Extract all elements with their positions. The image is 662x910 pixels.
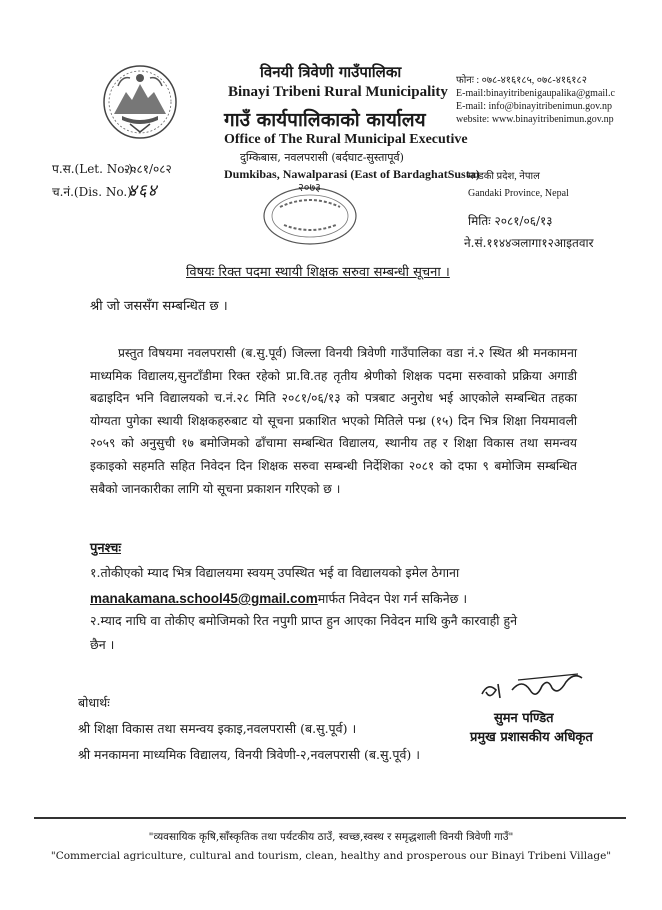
- date-line: मितिः २०८१/०६/१३: [468, 214, 553, 228]
- notice-body: प्रस्तुत विषयमा नवलपरासी (ब.सु.पूर्व) जिल्ला विनयी त्रिवेणी गाउँपालिका वडा नं.२ स्थित श्री मनकामना माध्यमिक विद्यालय,सुनटाँडीमा रिक्त रहेको प्रा.वि.तह तृतीय श्रेणीको शिक्षक पदमा सरुवाको प्रक्रिया अगाडी बढाइदिन भनि विद्यालयको च.नं.२८ मिति २०८१/०६/१३ को पत्रबाट अनुरोध भई आएकोले सम्बन्धित तहका योग्यता पुगेका स्थायी शिक्षकहरुबाट यो सूचना प्रकाशित भएको मितिले पन्ध्र (१५) दिन भित्र शिक्षा नियमावली २०५९ को अनुसुची १७ बमोजिमको ढाँचामा सम्बन्धित विद्यालय, स्थानीय तह र शिक्षा विकास तथा समन्वय इकाइको सहमति सहित निवेदन दिन शिक्षक सरुवा सम्बन्धी निर्देशिका २०८१ को दफा ९ बमोजिम सम्बन्धित सबैको जानकारीका लागि यो सूचना प्रकाशन गरिएको छ ।: [90, 346, 577, 496]
- cc-label: बोधार्थः: [78, 695, 110, 710]
- province-en: Gandaki Province, Nepal: [468, 188, 569, 199]
- address-np: दुम्किबास, नवलपरासी (बर्दघाट-सुस्तापूर्व): [240, 151, 404, 164]
- signatory-name: सुमन पण्डित: [494, 711, 554, 726]
- contact-block: [456, 74, 615, 126]
- dispatch-number-label: च.नं.(Dis. No.):: [52, 185, 136, 199]
- email-secondary: E-mail: info@binayitribenimun.gov.np: [456, 101, 613, 112]
- letter-number-value: २०८१/०८२: [124, 162, 172, 176]
- point-1-suffix: मार्फत निवेदन पेश गर्न सकिनेछ ।: [317, 591, 468, 606]
- salutation: श्री जो जससँग सम्बन्धित छ ।: [90, 299, 228, 314]
- municipality-name-en: Binayi Tribeni Rural Municipality: [228, 84, 448, 100]
- address-en: Dumkibas, Nawalparasi (East of BardaghatSusta): [224, 167, 480, 181]
- email-primary: E-mail:binayitribenigaupalika@gmail.c: [456, 88, 615, 99]
- point-1-line1: १.तोकीएको म्याद भित्र विद्यालयमा स्वयम् उपस्थित भई वा विद्यालयको इमेल ठेगाना: [90, 565, 460, 580]
- footer-slogan-np: "व्यवसायिक कृषि,साँस्कृतिक तथा पर्यटकीय ठाउँ, स्वच्छ,स्वस्थ र समृद्धशाली विनयी त्रिवेणी गाउँ": [148, 831, 514, 843]
- footer-slogan-en: "Commercial agriculture, cultural and tourism, clean, healthy and prosperous our Binayi Tribeni Village": [50, 850, 612, 862]
- letter-number-label: प.स.(Let. No.):: [52, 162, 137, 176]
- point-2-line1: २.म्याद नाघि वा तोकीए बमोजिमको रित नपुगी प्राप्त हुन आएका निवेदन माथि कुनै कारवाही हुने: [90, 613, 518, 628]
- footer-divider: [34, 817, 626, 819]
- register-line: ने.सं.११४४ञलागा१२आइतवार: [464, 236, 594, 250]
- letter-number: [52, 160, 172, 177]
- postscript-label: पुनश्चः: [90, 541, 122, 556]
- stamp-year: २०७३: [298, 181, 321, 194]
- phone-number: फोनः : ०७८-४१६१८५, ०७८-४१६१८२: [456, 75, 587, 86]
- province-np: गण्डकी प्रदेश, नेपाल: [468, 171, 540, 182]
- handwritten-signature: [478, 660, 588, 710]
- municipality-name-np: विनयी त्रिवेणी गाउँपालिका: [260, 63, 402, 81]
- office-name-en: Office of The Rural Municipal Executive: [224, 132, 468, 147]
- province-block: [468, 168, 569, 202]
- school-email: manakamana.school45@gmail.com: [90, 591, 318, 606]
- subject-line: विषयः रिक्त पदमा स्थायी शिक्षक सरुवा सम्बन्धी सूचना ।: [186, 265, 450, 280]
- signatory-title: प्रमुख प्रशासकीय अधिकृत: [470, 730, 593, 745]
- office-name-np: गाउँ कार्यपालिकाको कार्यालय: [224, 109, 426, 131]
- nepal-emblem-logo: [100, 62, 180, 142]
- cc-recipient-1: श्री शिक्षा विकास तथा समन्वय इकाइ,नवलपरासी (ब.सु.पूर्व) ।: [78, 721, 357, 736]
- dispatch-number-value: ४६४: [128, 181, 158, 201]
- point-2-line2: छैन ।: [90, 637, 115, 652]
- point-1-line2: [90, 590, 590, 607]
- dispatch-number: [52, 178, 158, 201]
- cc-recipient-2: श्री मनकामना माध्यमिक विद्यालय, विनयी त्रिवेणी-२,नवलपरासी (ब.सु.पूर्व) ।: [78, 747, 421, 762]
- website: website: www.binayitribenimun.gov.np: [456, 114, 614, 125]
